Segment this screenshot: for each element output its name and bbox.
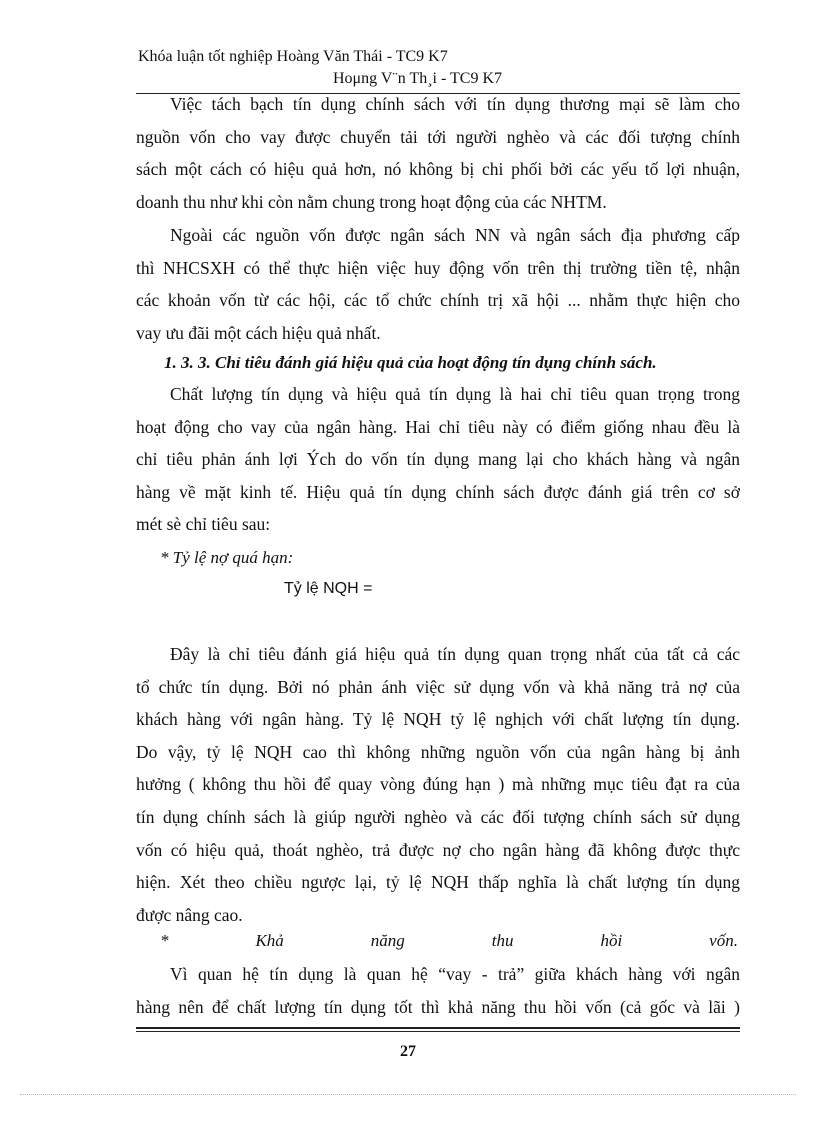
paragraph-1 [136, 88, 740, 218]
text-line: được nâng cao. [136, 904, 243, 925]
text-line: khách hàng với ngân hàng. Tỷ lệ NQH tỷ lệ nghịch với chất lượng tín dụng. [136, 709, 740, 730]
text-line: vốn có hiệu quả, thoát nghèo, trả được nợ cho ngân hàng đã không được thực [136, 839, 740, 860]
page-boundary-dots [20, 1094, 796, 1095]
paragraph-4 [136, 638, 740, 931]
text-line: hàng về mặt kinh tế. Hiệu quả tín dụng chính sách được đánh giá trên cơ sở [136, 481, 740, 502]
text-line: Chất lượng tín dụng và hiệu quả tín dụng là hai chỉ tiêu quan trọng trong [170, 384, 740, 404]
spread-word: vốn. [709, 931, 738, 950]
footer-rule-thick [136, 1027, 740, 1029]
running-header-line-2: Hoμng V¨n Th¸i - TC9 K7 [333, 70, 503, 87]
spread-word: hồi [600, 931, 623, 950]
text-line: vay ưu đãi một cách hiệu quả nhất. [136, 322, 381, 343]
bullet-recovery-capacity [160, 931, 738, 951]
text-line: Ngoài các nguồn vốn được ngân sách NN và ngân sách địa phương cấp [170, 225, 740, 245]
text-line: các khoản vốn từ các hội, các tổ chức chính trị xã hội ... nhằm thực hiện cho [136, 290, 740, 311]
page-number: 27 [400, 1043, 416, 1060]
spread-word: * [160, 931, 169, 950]
text-line: hàng nên để chất lượng tín dụng tốt thì khả năng thu hồi vốn (cả gốc và lãi ) [136, 996, 740, 1017]
running-header-line-1: Khóa luận tốt nghiệp Hoàng Văn Thái - TC9 K7 [138, 48, 448, 65]
text-line: hoạt động cho vay của ngân hàng. Hai chỉ tiêu này có điểm giống nhau đều là [136, 416, 740, 437]
text-line: doanh thu như khi còn nằm chung trong hoạt động của các NHTM. [136, 191, 607, 212]
paragraph-3 [136, 378, 740, 541]
text-line: chỉ tiêu phản ánh lợi Ých do vốn tín dụng mang lại cho khách hàng và ngân [136, 449, 740, 470]
text-line: sách một cách có hiệu quả hơn, nó không bị chi phối bởi các yếu tố lợi nhuận, [136, 159, 740, 180]
text-line: Đây là chỉ tiêu đánh giá hiệu quả tín dụng quan trọng nhất của tất cả các [170, 644, 740, 664]
paragraph-2 [136, 219, 740, 349]
footer-rule-thin [136, 1031, 740, 1032]
text-line: Vì quan hệ tín dụng là quan hệ “vay - trả” giữa khách hàng với ngân [170, 964, 740, 984]
spread-word: thu [491, 931, 514, 950]
formula-label: Tỷ lệ NQH = [284, 580, 373, 597]
paragraph-5 [136, 958, 740, 1023]
text-line: hưởng ( không thu hồi để quay vòng đúng hạn ) mà những mục tiêu đạt ra của [136, 774, 740, 795]
text-line: hiện. Xét theo chiều ngược lại, tỷ lệ NQH thấp nghĩa là chất lượng tín dụng [136, 872, 740, 893]
text-line: Việc tách bạch tín dụng chính sách với tín dụng thương mại sẽ làm cho [170, 94, 740, 114]
spread-word: năng [370, 931, 405, 950]
text-line: tín dụng chính sách là giúp người nghèo và các đối tượng chính sách sử dụng [136, 806, 740, 827]
section-heading: 1. 3. 3. Chỉ tiêu đánh giá hiệu quả của hoạt động tín dụng chính sách. [164, 353, 657, 372]
text-line: Do vậy, tỷ lệ NQH cao thì không những nguồn vốn của ngân hàng bị ảnh [136, 741, 740, 762]
text-line: tổ chức tín dụng. Bởi nó phản ánh việc sử dụng vốn và khả năng trả nợ của [136, 676, 740, 697]
text-line: mét sè chỉ tiêu sau: [136, 514, 271, 535]
spread-word: Khả [255, 931, 284, 950]
bullet-overdue-ratio: * Tỷ lệ nợ quá hạn: [160, 548, 294, 567]
text-line: thì NHCSXH có thể thực hiện việc huy động vốn trên thị trường tiền tệ, nhận [136, 257, 740, 278]
text-line: nguồn vốn cho vay được chuyển tải tới người nghèo và các đối tượng chính [136, 126, 740, 147]
